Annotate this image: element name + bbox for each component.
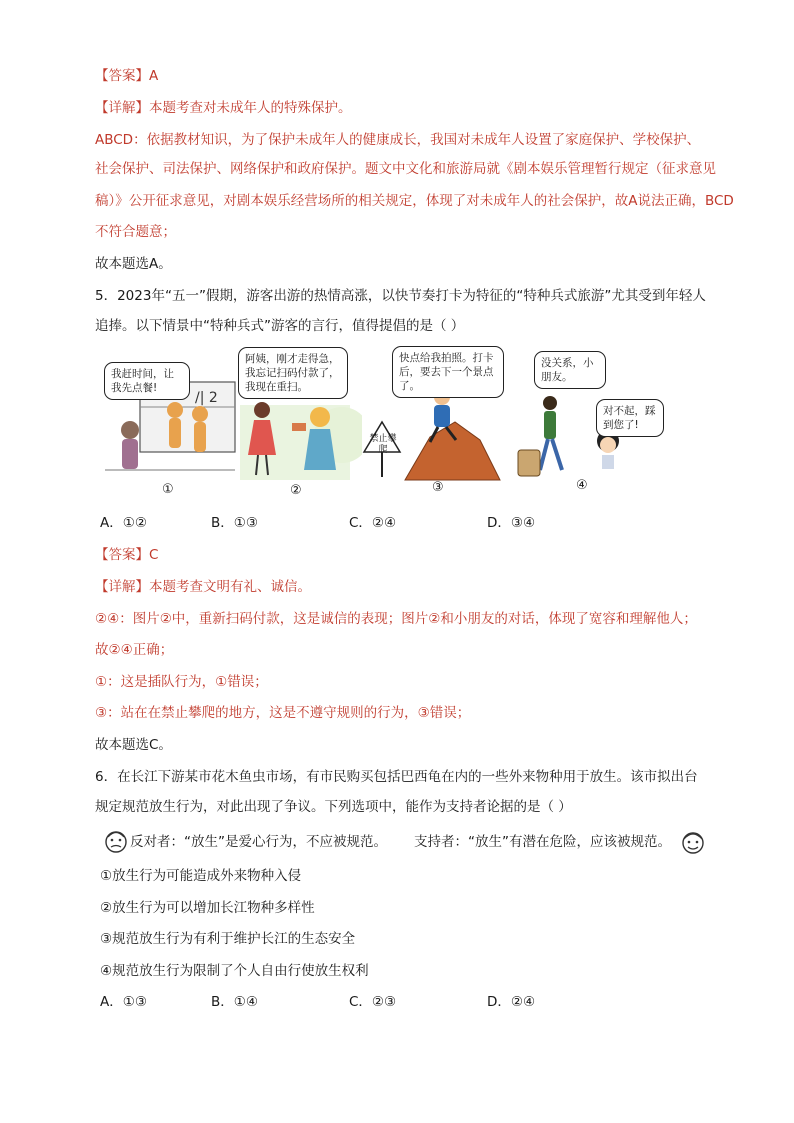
q5-panel-3-number: ③ bbox=[432, 480, 444, 495]
q6-option-b[interactable]: B．①④ bbox=[211, 994, 258, 1010]
q5-wrong-2: ③：站在在禁止攀爬的地方，这是不遵守规则的行为，③错误； bbox=[95, 705, 471, 721]
q5-panel-3-bubble: 快点给我拍照。打卡后，要去下一个景点了。 bbox=[392, 346, 504, 398]
q6-statement-2: ②放生行为可以增加长江物种多样性 bbox=[100, 900, 315, 916]
q5-option-c[interactable]: C．②④ bbox=[349, 515, 397, 531]
q5-panel-1-bubble: 我赶时间，让我先点餐! bbox=[104, 362, 190, 400]
q6-opponent: 反对者：“放生”是爱心行为，不应被规范。 bbox=[130, 834, 387, 850]
q5-stem-line2: 追捧。以下情景中“特种兵式”游客的言行，值得提倡的是（ ） bbox=[95, 318, 465, 334]
q5-panel-2-number: ② bbox=[290, 483, 302, 498]
q6-statement-4: ④规范放生行为限制了个人自由行使放生权利 bbox=[100, 963, 369, 979]
q5-panel-3 bbox=[360, 342, 510, 500]
q6-statement-1: ①放生行为可能造成外来物种入侵 bbox=[100, 868, 302, 884]
q6-option-c[interactable]: C．②③ bbox=[349, 994, 397, 1010]
q4-analysis-line3: 稿）》公开征求意见，对剧本娱乐经营场所的相关规定，体现了对未成年人的社会保护，故A说法正确，BCD bbox=[95, 193, 734, 209]
q5-panel-4-bubble1: 没关系，小朋友。 bbox=[534, 351, 606, 389]
q5-wrong-1: ①：这是插队行为，①错误； bbox=[95, 674, 268, 690]
q6-option-d[interactable]: D．②④ bbox=[487, 994, 536, 1010]
q5-panel-1 bbox=[100, 352, 240, 502]
q6-stem-line2: 规定规范放生行为，对此出现了争议。下列选项中，能作为支持者论据的是（ ） bbox=[95, 799, 572, 815]
q5-panel-4 bbox=[510, 345, 660, 500]
q5-analysis-line1: ②④：图片②中，重新扫码付款，这是诚信的表现；图片②和小朋友的对话，体现了宽容和理解他人； bbox=[95, 611, 697, 627]
svg-text:/| 2: /| 2 bbox=[195, 390, 218, 406]
q6-supporter: 支持者：“放生”有潜在危险，应该被规范。 bbox=[414, 834, 671, 850]
q5-option-b[interactable]: B．①③ bbox=[211, 515, 258, 531]
q5-detail: 【详解】本题考查文明有礼、诚信。 bbox=[95, 579, 311, 595]
q5-panel-4-bubble2: 对不起，踩到您了! bbox=[596, 399, 664, 437]
q5-answer: 【答案】C bbox=[95, 547, 159, 563]
q5-option-d[interactable]: D．③④ bbox=[487, 515, 536, 531]
q5-conclusion: 故本题选C。 bbox=[95, 737, 172, 753]
q5-stem-line1: 5．2023年“五一”假期，游客出游的热情高涨，以快节奏打卡为特征的“特种兵式旅游”尤其受到年轻人 bbox=[95, 288, 706, 304]
q4-answer: 【答案】A bbox=[95, 68, 159, 84]
q4-detail bbox=[95, 98, 352, 118]
q4-conclusion: 故本题选A。 bbox=[95, 256, 172, 272]
q4-analysis-line1: ABCD：依据教材知识，为了保护未成年人的健康成长，我国对未成年人设置了家庭保护、学校保护、 bbox=[95, 132, 701, 148]
q6-statement-3: ③规范放生行为有利于维护长江的生态安全 bbox=[100, 931, 356, 947]
q5-panel-2-bubble: 阿姨，刚才走得急，我忘记扫码付款了，我现在重扫。 bbox=[238, 347, 348, 399]
q5-panel-3-sign: 禁止攀爬 bbox=[369, 434, 397, 455]
supporter-face-icon bbox=[680, 829, 706, 857]
q4-analysis-line4: 不符合题意； bbox=[95, 224, 176, 240]
q5-panel-1-number: ① bbox=[162, 482, 174, 497]
q6-stem-line1: 6．在长江下游某市花木鱼虫市场，有市民购买包括巴西龟在内的一些外来物种用于放生。该市拟出台 bbox=[95, 769, 698, 785]
q5-analysis-line2: 故②④正确； bbox=[95, 642, 174, 658]
q6-option-a[interactable]: A．①③ bbox=[100, 994, 147, 1010]
q5-panel-4-number: ④ bbox=[576, 478, 588, 493]
q5-option-a[interactable]: A．①② bbox=[100, 515, 147, 531]
opponent-face-icon bbox=[103, 829, 129, 855]
q4-detail-text: 【详解】本题考查对未成年人的特殊保护。 bbox=[95, 100, 352, 116]
q5-panel-2 bbox=[232, 345, 362, 503]
q4-analysis-line2: 社会保护、司法保护、网络保护和政府保护。题文中文化和旅游局就《剧本娱乐管理暂行规定（征求意见 bbox=[95, 161, 716, 177]
